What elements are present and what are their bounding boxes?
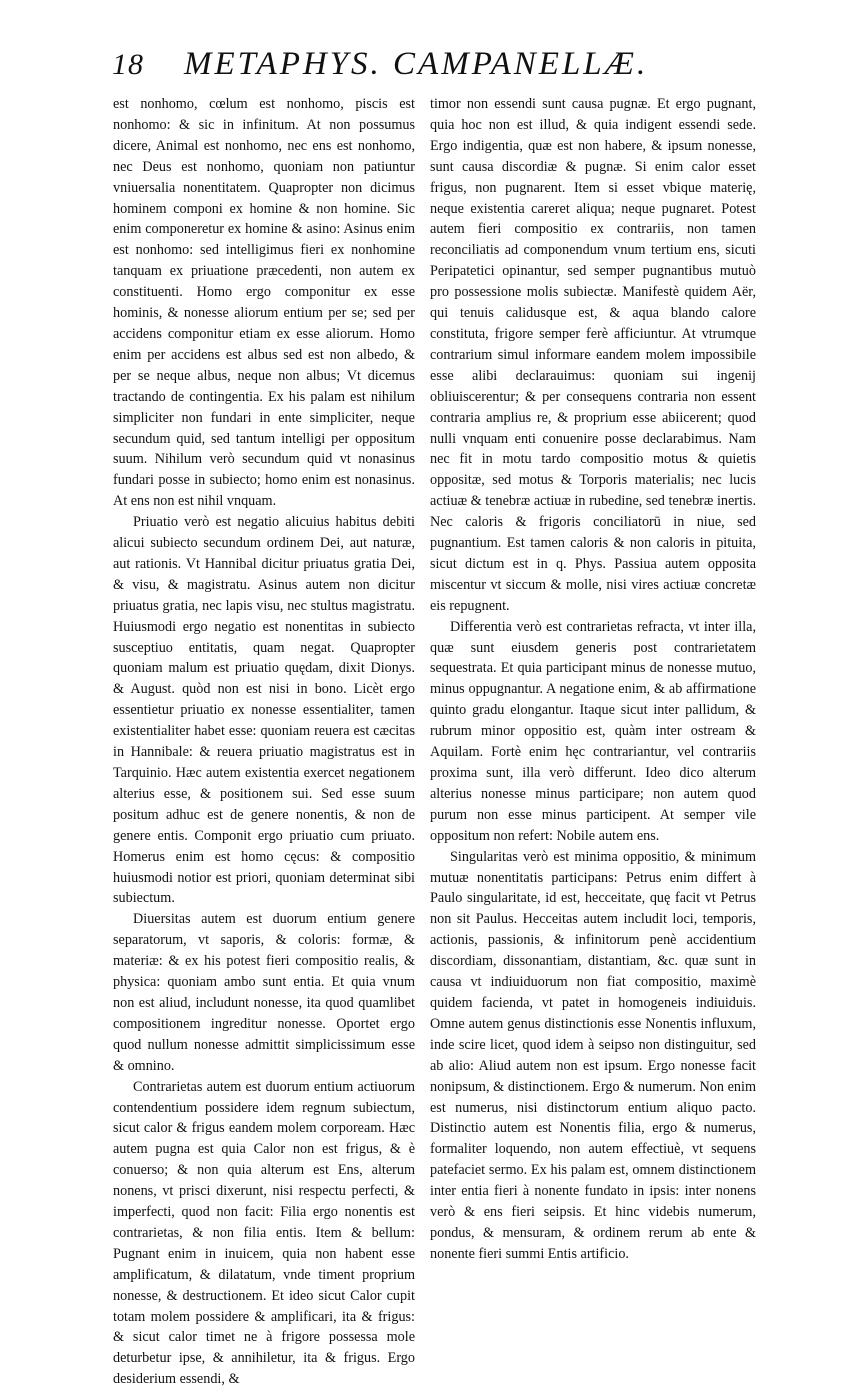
page-header: [112, 46, 812, 94]
paragraph-diuersitas: Diuersitas autem est duorum entium genere separatorum, vt saporis, & coloris: formæ, & materiæ: & ex his potest fieri compositio realis, & physica: quoniam ambo sunt entia. Et quia vnum non est aliud, includunt nonesse, ita quod quamlibet compositionem ingreditur nonesse. Oportet ergo quod nullum nonesse admittit simplicissimum esse & omnino.: [113, 911, 415, 1074]
paragraph-pugna: timor non essendi sunt causa pugnæ. Et ergo pugnant, quia hoc non est illud, & quia indigent essendi sede. Ergo indigentia, quæ est non habere, & ipsum nonesse, sunt causa discordiæ & pugnæ. Si enim calor esset frigus, non pugnarent. Item si esset vbique materię, neque existentia careret aliqua; neque pugnaret. Potest autem fieri compositio ex contrariis, non tamen reconciliatis ad componendum vnum tertium ens, sicuti Peripatetici opinantur, sed semper pugnantibus mutuò pro possessione molis subiectæ. Manifestè quidem Aër, qui tenuis calidusque est, & aqua blando calore constituta, frigore semper ferè afficiuntur. At vtrumque contrarium simul informare eandem molem impossibile esse alibi declarauimus: quoniam sui ingenij obliuiscerentur; & per consequens contraria non essent contraria amplius re, & proprium esse abiicerent; quod nulli vnquam enti conuenire posse declarabimus. Nam nec fit in motu tardo compositio motus & quietis oppositæ, sed motus & Torporis materialis; nec lucis actiuæ & tenebræ actiuæ in rubedine, sed tenebræ inertis. Nec caloris & frigoris conciliatorū in niue, sed pugnantium. Est tamen caloris & non caloris in pituita, sicut dictum est in q. Phys. Passiua autem opposita miscentur vt siccum & molle, nisi vires actiuæ concretæ eis repugnent.: [430, 96, 756, 614]
paragraph-contrarietas: Contrarietas autem est duorum entium actiuorum contendentium possidere idem regnum subiectum, sicut calor & frigus eandem molem corpoream. Hæc autem pugna est quia Calor non est frigus, & è conuerso; & non quia alterum est Ens, alterum nonens, vt prisci dixerunt, nisi respectu perfecti, & imperfecti, quod non facit: Filia ergo nonentis est contrarietas, & non filia entis. Item & bellum: Pugnant enim in inuicem, quia non habent esse amplificatum, & dilatatum, vnde timent proprium nonesse, & destructionem. Et ideo sicut Calor cupit totam molem possidere & amplificari, ita & frigus: & sicut calor timet ne à frigore possessa mole deturbetur ipse, & annihiletur, ita & frigus. Ergo desiderium essendi, &: [113, 1078, 415, 1388]
paragraph-singularitas: Singularitas verò est minima oppositio, & minimum mutuæ nonentitatis participans: Petrus enim differt à Paulo singularitate, id est, hecceitate, quę facit vt Petrus non sit Paulus. Hecceitas autem includit loci, temporis, actionis, passionis, & infinitorum penè accidentium discordiam, dissonantiam, distantiam, &c. quæ sunt in causa vt indiuiduorum non fiat compositio, maximè quidem facienda, vt patet in homogeneis indiuiduis. Omne autem genus distinctionis esse Nonentis influxum, inde scire licet, quod idem à seipso non distinguitur, sed ab alio: Aliud autem non est ipsum. Ergo nonesse facit nonipsum, & distinctionem. Ergo & numerum. Non enim est numerus, nisi distinctorum entium aliquo pacto. Distinctio autem est Nonentis filia, ergo & numerus, formaliter loquendo, non autem effectiuè, vt sequens patefaciet sermo. Ex his palam est, omnem distinctionem inter entia fieri à nonente fundato in ipsis: inter nonens verò & ens fieri seipsis. Et hinc videbis numerum, pondus, & mensuram, & ordinem rerum ab ente & nonente fieri summi Entis artificio.: [430, 848, 756, 1262]
running-title: METAPHYS. CAMPANELLÆ.: [184, 46, 649, 82]
paragraph-nihilum: est nonhomo, cœlum est nonhomo, piscis est nonhomo: & sic in infinitum. At non possumus dicere, Animal est nonhomo, nec ens est nonhomo, nec Deus est nonhomo, quoniam non patiuntur vniuersalia nonentitatem. Quapropter non dicimus hominem componi ex homine & non homine. Sic enim componeretur ex homine & asino: Asinus enim est nonhomo: sed intelligimus fieri ex nonhomine tanquam ex priuatione præcedenti, non autem ex constituenti. Homo ergo componitur ex esse hominis, & nonesse aliorum entium per se; sed per accidens componitur etiam ex esse aliorum. Homo enim per accidens est albus sed est non albedo, & per se neque albus, neque non albus; Vt dicemus tractando de contingentia. Ex his palam est nihilum simpliciter non fundari in ente simpliciter, neque secundum quid, sed tantum intelligi per oppositum suum. Nihilum verò secundum quid vt nonasinus fundari posse in subiecto; homo enim est nonasinus. At ens non est nihil vnquam.: [113, 96, 415, 510]
paragraph-priuatio: Priuatio verò est negatio alicuius habitus debiti alicui subiecto secundum ordinem Dei, aut naturæ, aut rationis. Vt Hannibal dicitur priuatus gratia Dei, & visu, & magistratu. Asinus autem non dicitur priuatus gratia, nec lapis visu, nec stultus magistratu. Huiusmodi ergo negatio est nonentitas in subiecto susceptiuo entitatis, quam negat. Quapropter quoniam malum est priuatio quędam, dixit Dionys. & August. quòd non est nisi in bono. Licèt ergo essentietur priuatio ex nonesse essentialiter, tamen existentialiter habet esse: quoniam reuera est cæcitas in Hannibale: & reuera priuatio magistratus est in Tarquinio. Hæc autem existentia exercet negationem alterius esse, & positionem sui. Sed esse suum positum adhuc est de genere nonentis, & non de genere entis. Componit ergo priuatio cum priuato. Homerus enim est homo cęcus: & compositio huiusmodi notior est priori, quoniam determinat sibi subiectum.: [113, 514, 415, 907]
right-column: [430, 94, 756, 1265]
left-column: [113, 94, 415, 1390]
page-number: 18: [112, 48, 144, 81]
paragraph-differentia: Differentia verò est contrarietas refracta, vt inter illa, quæ sunt eiusdem generis post contrarietatem sequestrata. Et quia participant minus de nonesse mutuo, minus oppugnantur. A negatione enim, & ab affirmatione quinto gradu elongantur. Itaque sicut inter pallidum, & rubrum minor oppositio est, quàm inter ostream & Aquilam. Fortè enim hęc contrariantur, vel contrariis proxima sunt, illa verò differunt. Ideo dico alterum alterius nonesse minus participare; non autem quod purum non esse minus participent. At semper vile oppositum non refert: Nobile autem ens.: [430, 618, 756, 844]
